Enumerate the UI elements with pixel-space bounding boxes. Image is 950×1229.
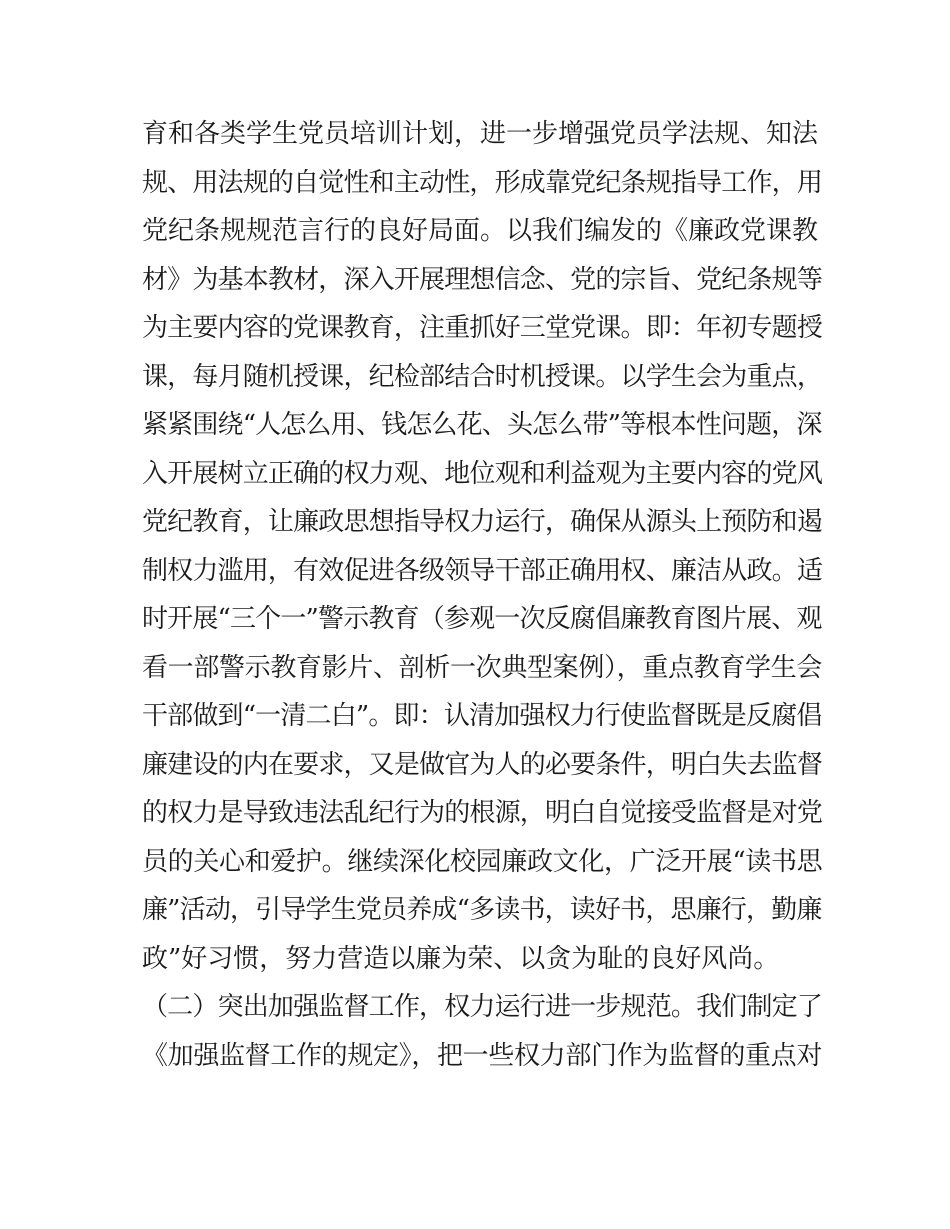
- text-line: 紧紧围绕“人怎么用、钱怎么花、头怎么带”等根本性问题，深: [142, 410, 822, 440]
- text-line: 的权力是导致违法乱纪行为的根源，明白自觉接受监督是对党: [142, 798, 823, 828]
- text-line: 干部做到“一清二白”。即：认清加强权力行使监督既是反腐倡: [142, 701, 822, 731]
- body-text: [142, 110, 822, 1080]
- text-line: 规、用法规的自觉性和主动性，形成靠党纪条规指导工作，用: [142, 167, 823, 198]
- text-line: 员的关心和爱护。继续深化校园廉政文化，广泛开展“读书思: [142, 846, 823, 877]
- text-line: 入开展树立正确的权力观、地位观和利益观为主要内容的党风: [142, 458, 823, 489]
- text-line: 育和各类学生党员培训计划，进一步增强党员学法规、知法: [142, 119, 819, 149]
- text-line: 《加强监督工作的规定》，把一些权力部门作为监督的重点对: [142, 1040, 823, 1071]
- text-line: 为主要内容的党课教育，注重抓好三堂党课。即：年初专题授: [142, 313, 823, 343]
- text-line: 廉”活动，引导学生党员养成“多读书，读好书，思廉行，勤廉: [142, 895, 822, 925]
- text-line: 课，每月随机授课，纪检部结合时机授课。以学生会为重点，: [142, 361, 823, 392]
- text-line: 看一部警示教育影片、剖析一次典型案例），重点教育学生会: [142, 652, 823, 683]
- text-line: 政”好习惯，努力营造以廉为荣、以贪为耻的良好风尚。: [142, 943, 780, 974]
- text-line: 制权力滥用，有效促进各级领导干部正确用权、廉洁从政。适: [142, 555, 823, 586]
- text-line: 党纪条规规范言行的良好局面。以我们编发的《廉政党课教: [142, 216, 819, 246]
- text-line: 时开展“三个一”警示教育（参观一次反腐倡廉教育图片展、观: [142, 604, 822, 634]
- section-heading-line: （二）突出加强监督工作，权力运行进一步规范。我们制定了: [142, 992, 823, 1022]
- text-line: 材》为基本教材，深入开展理想信念、党的宗旨、党纪条规等: [142, 264, 823, 295]
- text-line: 廉建设的内在要求，又是做官为人的必要条件，明白失去监督: [142, 749, 823, 780]
- text-line: 党纪教育，让廉政思想指导权力运行，确保从源头上预防和遏: [142, 507, 823, 537]
